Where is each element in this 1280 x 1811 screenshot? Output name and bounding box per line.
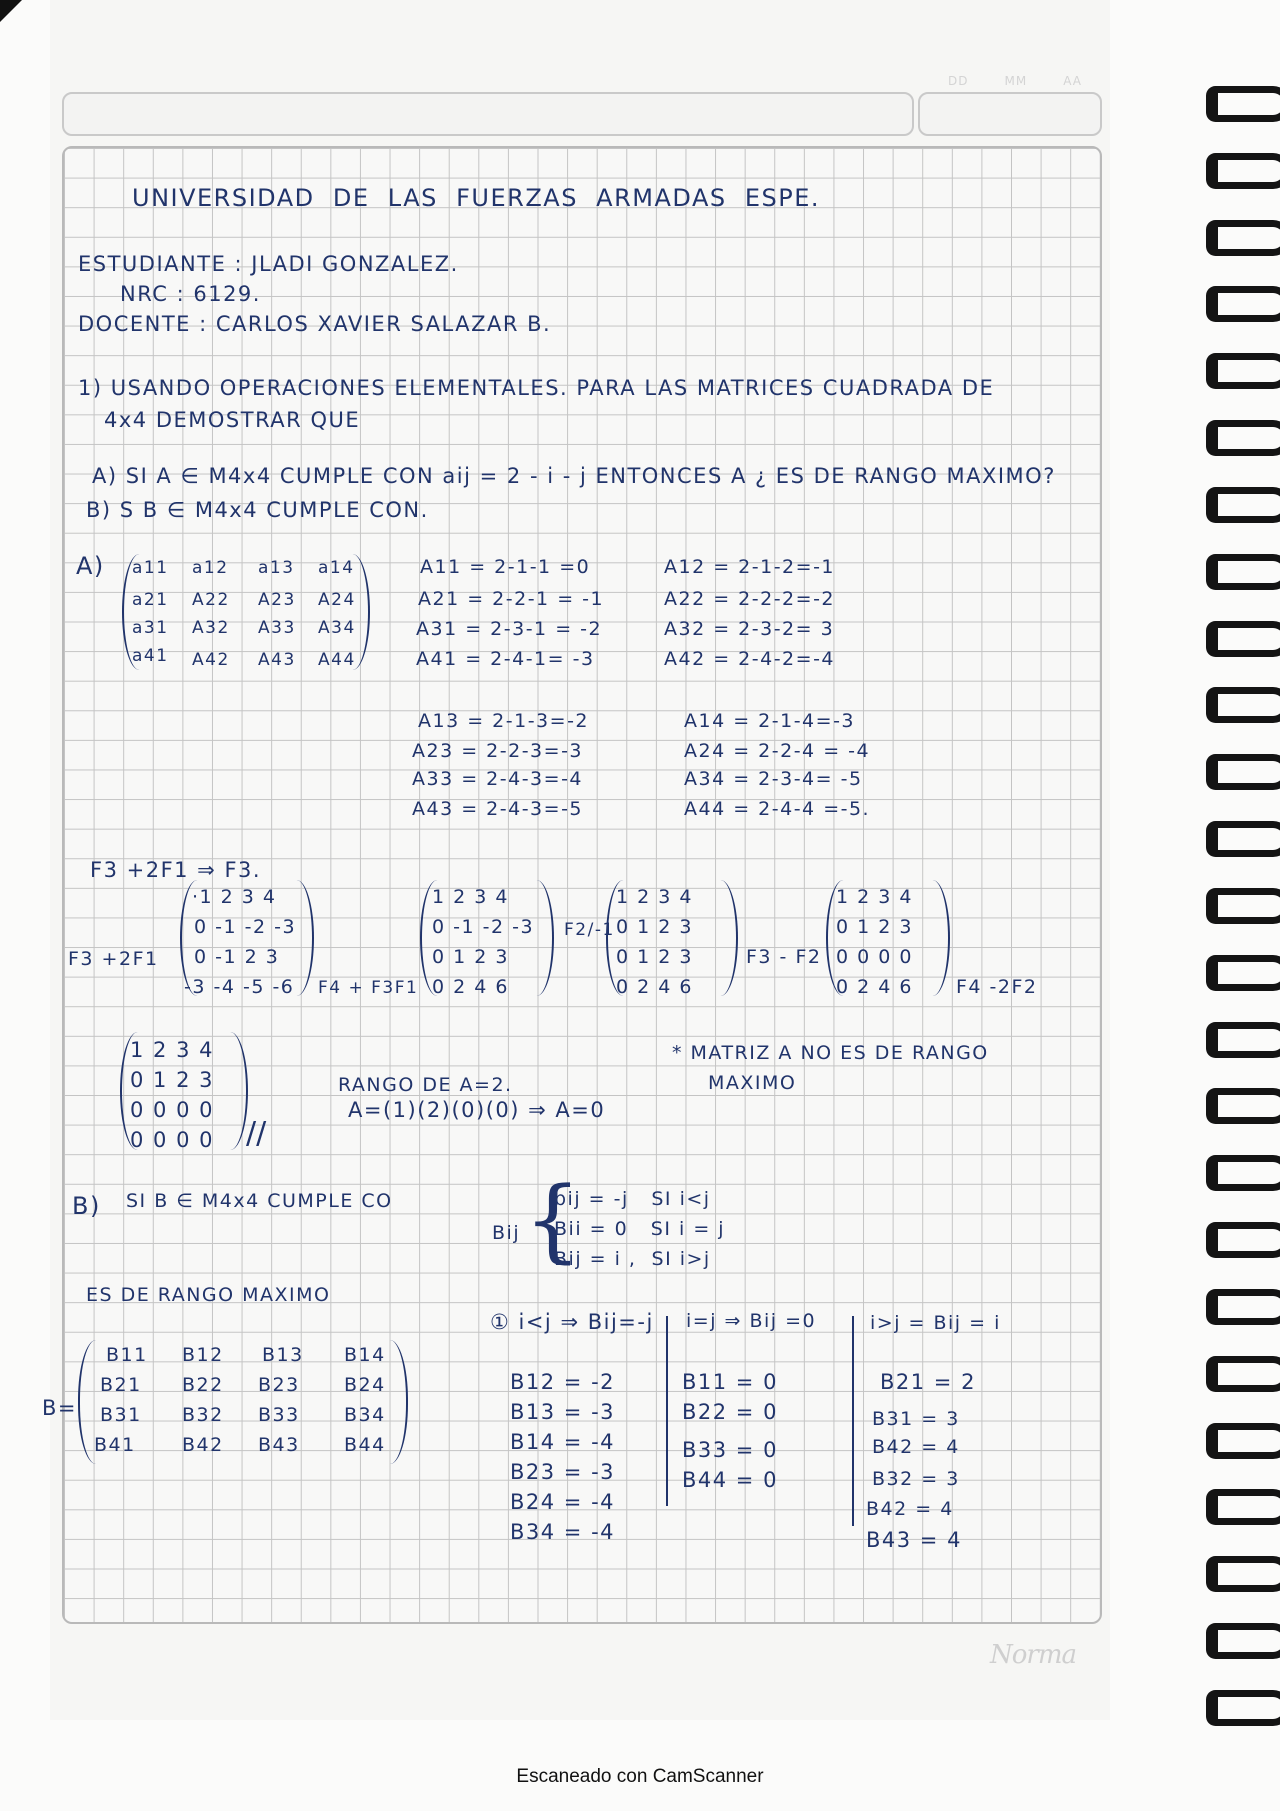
date-box bbox=[918, 92, 1102, 136]
operation-end: F4 -2F2 bbox=[956, 976, 1038, 998]
matrix-b-cell: B22 bbox=[182, 1374, 224, 1396]
spiral-ring bbox=[1200, 815, 1278, 851]
calc-a43: A43 = 2-4-3=-5 bbox=[412, 798, 584, 820]
date-labels bbox=[930, 74, 1100, 88]
conclusion-line-2: MAXIMO bbox=[708, 1072, 797, 1094]
calc-a11: A11 = 2-1-1 =0 bbox=[420, 556, 591, 578]
case-3-item: B32 = 3 bbox=[872, 1468, 960, 1490]
matrix-step-4-row: 0 0 0 0 bbox=[836, 946, 913, 968]
operation-left: F3 +2F1 bbox=[68, 948, 159, 970]
calc-a44: A44 = 2-4-4 =-5. bbox=[684, 798, 871, 820]
matrix-a-cell: a11 bbox=[132, 558, 169, 578]
matrix-a-cell: A23 bbox=[258, 590, 296, 610]
calc-a22: A22 = 2-2-2=-2 bbox=[664, 588, 836, 610]
case-3-item: B21 = 2 bbox=[880, 1370, 976, 1394]
spiral-ring bbox=[1200, 1483, 1278, 1519]
matrix-b-cell: B21 bbox=[100, 1374, 142, 1396]
matrix-step-4-row: 1 2 3 4 bbox=[836, 886, 913, 908]
operation-m2-m3: F2/-1 bbox=[564, 920, 615, 940]
spiral-ring bbox=[1200, 748, 1278, 784]
calc-a34: A34 = 2-3-4= -5 bbox=[684, 768, 863, 790]
case-3-item: B42 = 4 bbox=[866, 1498, 954, 1520]
spiral-ring bbox=[1200, 147, 1278, 183]
matrix-a-cell: a21 bbox=[132, 590, 169, 610]
spiral-ring bbox=[1200, 214, 1278, 250]
teacher-name: DOCENTE : CARLOS XAVIER SALAZAR B. bbox=[78, 312, 552, 336]
spiral-ring bbox=[1200, 1684, 1278, 1720]
matrix-a-cell: A32 bbox=[192, 618, 230, 638]
calc-a13: A13 = 2-1-3=-2 bbox=[418, 710, 590, 732]
matrix-b-cell: B43 bbox=[258, 1434, 300, 1456]
case-divider-2 bbox=[852, 1316, 854, 1526]
calc-a33: A33 = 2-4-3=-4 bbox=[412, 768, 584, 790]
spiral-binding bbox=[1200, 80, 1280, 1720]
problem-line-2: 4x4 DEMOSTRAR QUE bbox=[104, 408, 361, 432]
case-1-header: ① i<j ⇒ Bij=-j bbox=[490, 1310, 654, 1334]
case-2-item: B44 = 0 bbox=[682, 1468, 778, 1492]
case-3-item: B31 = 3 bbox=[872, 1408, 960, 1430]
matrix-step-3-row: 1 2 3 4 bbox=[616, 886, 693, 908]
calc-a41: A41 = 2-4-1= -3 bbox=[416, 648, 595, 670]
matrix-a-cell: A24 bbox=[318, 590, 356, 610]
section-b-label: B) bbox=[72, 1192, 101, 1220]
spiral-ring bbox=[1200, 414, 1278, 450]
date-label-day: DD bbox=[948, 74, 969, 88]
matrix-b-cell: B33 bbox=[258, 1404, 300, 1426]
section-b-question: ES DE RANGO MAXIMO bbox=[86, 1284, 331, 1306]
case-2-item: B22 = 0 bbox=[682, 1400, 778, 1424]
calc-a21: A21 = 2-2-1 = -1 bbox=[418, 588, 605, 610]
scan-corner bbox=[0, 0, 22, 22]
matrix-a-cell: a13 bbox=[258, 558, 295, 578]
matrix-final-row: 1 2 3 4 bbox=[130, 1038, 214, 1062]
student-name: ESTUDIANTE : JLADI GONZALEZ. bbox=[78, 252, 459, 276]
case-2-header: i=j ⇒ Bij =0 bbox=[686, 1310, 817, 1332]
problem-part-a: A) SI A ∈ M4x4 CUMPLE CON aij = 2 - i - j ENTONCES A ¿ ES DE RANGO MAXIMO? bbox=[92, 464, 1056, 488]
bij-label: Bij bbox=[492, 1222, 521, 1244]
case-divider-1 bbox=[666, 1316, 668, 1506]
spiral-ring bbox=[1200, 949, 1278, 985]
case-1-item: B34 = -4 bbox=[510, 1520, 616, 1544]
spiral-ring bbox=[1200, 615, 1278, 651]
matrix-step-2-row: 0 -1 -2 -3 bbox=[432, 916, 535, 938]
matrix-a-cell: a41 bbox=[132, 646, 169, 666]
matrix-a-cell: a31 bbox=[132, 618, 169, 638]
problem-part-b: B) S B ∈ M4x4 CUMPLE CON. bbox=[86, 498, 429, 522]
header-box bbox=[62, 92, 914, 136]
matrix-a-cell: A42 bbox=[192, 650, 230, 670]
spiral-ring bbox=[1200, 280, 1278, 316]
nrc-code: NRC : 6129. bbox=[120, 282, 261, 306]
condition-2: Bii = 0 SI i = j bbox=[554, 1218, 726, 1240]
condition-brace: { bbox=[524, 1168, 582, 1273]
spiral-ring bbox=[1200, 1417, 1278, 1453]
case-1-item: B24 = -4 bbox=[510, 1490, 616, 1514]
problem-line-1: 1) USANDO OPERACIONES ELEMENTALES. PARA LAS MATRICES CUADRADA DE bbox=[78, 376, 995, 400]
matrix-b-label: B= bbox=[42, 1396, 78, 1420]
operation-top: F3 +2F1 ⇒ F3. bbox=[90, 858, 262, 882]
matrix-a-cell: a14 bbox=[318, 558, 355, 578]
condition-3: Bij = i , SI i>j bbox=[554, 1248, 711, 1270]
matrix-b-cell: B34 bbox=[344, 1404, 386, 1426]
matrix-a-cell: A44 bbox=[318, 650, 356, 670]
operation-m3-m4: F3 - F2 bbox=[746, 946, 822, 968]
determinant-result: A=(1)(2)(0)(0) ⇒ A=0 bbox=[348, 1098, 606, 1122]
spiral-ring bbox=[1200, 681, 1278, 717]
matrix-step-2-row: 0 1 2 3 bbox=[432, 946, 509, 968]
case-3-item: B42 = 4 bbox=[872, 1436, 960, 1458]
matrix-step-3-row: 0 1 2 3 bbox=[616, 946, 693, 968]
matrix-b-cell: B31 bbox=[100, 1404, 142, 1426]
matrix-step-3-row: 0 2 4 6 bbox=[616, 976, 693, 998]
matrix-a-cell: a12 bbox=[192, 558, 229, 578]
matrix-a-cell: A22 bbox=[192, 590, 230, 610]
date-label-year: AA bbox=[1063, 74, 1082, 88]
calc-a12: A12 = 2-1-2=-1 bbox=[664, 556, 836, 578]
date-label-month: MM bbox=[1004, 74, 1028, 88]
calc-a24: A24 = 2-2-4 = -4 bbox=[684, 740, 871, 762]
spiral-ring bbox=[1200, 1617, 1278, 1653]
spiral-ring bbox=[1200, 548, 1278, 584]
matrix-b-cell: B32 bbox=[182, 1404, 224, 1426]
matrix-a-cell: A33 bbox=[258, 618, 296, 638]
spiral-ring bbox=[1200, 481, 1278, 517]
spiral-ring bbox=[1200, 1149, 1278, 1185]
case-1-item: B13 = -3 bbox=[510, 1400, 616, 1424]
university-title: UNIVERSIDAD DE LAS FUERZAS ARMADAS ESPE. bbox=[132, 184, 821, 212]
case-3-item: B43 = 4 bbox=[866, 1528, 962, 1552]
spiral-ring bbox=[1200, 347, 1278, 383]
operation-m1-m2: F4 + F3F1 bbox=[318, 978, 419, 998]
matrix-step-1-row: ·1 2 3 4 bbox=[192, 886, 277, 908]
matrix-a-cell: A34 bbox=[318, 618, 356, 638]
condition-1: bij = -j SI i<j bbox=[554, 1188, 711, 1210]
spiral-ring bbox=[1200, 1550, 1278, 1586]
matrix-a-cell: A43 bbox=[258, 650, 296, 670]
matrix-final-row: 0 0 0 0 bbox=[130, 1098, 214, 1122]
spiral-ring bbox=[1200, 80, 1278, 116]
matrix-b-cell: B24 bbox=[344, 1374, 386, 1396]
notebook-brand-logo: Norma bbox=[990, 1640, 1076, 1670]
calc-a23: A23 = 2-2-3=-3 bbox=[412, 740, 584, 762]
section-a-label: A) bbox=[76, 552, 105, 580]
matrix-b-cell: B11 bbox=[106, 1344, 148, 1366]
matrix-b-cell: B41 bbox=[94, 1434, 136, 1456]
matrix-final-row: 0 0 0 0 bbox=[130, 1128, 214, 1152]
matrix-step-4-row: 0 2 4 6 bbox=[836, 976, 913, 998]
matrix-step-4-row: 0 1 2 3 bbox=[836, 916, 913, 938]
spiral-ring bbox=[1200, 882, 1278, 918]
matrix-step-1-row: 0 -1 -2 -3 bbox=[194, 916, 297, 938]
case-2-item: B11 = 0 bbox=[682, 1370, 778, 1394]
scanner-footer: Escaneado con CamScanner bbox=[516, 1766, 764, 1787]
case-1-item: B23 = -3 bbox=[510, 1460, 616, 1484]
matrix-b-cell: B23 bbox=[258, 1374, 300, 1396]
calc-a14: A14 = 2-1-4=-3 bbox=[684, 710, 856, 732]
spiral-ring bbox=[1200, 1016, 1278, 1052]
spiral-ring bbox=[1200, 1283, 1278, 1319]
calc-a31: A31 = 2-3-1 = -2 bbox=[416, 618, 603, 640]
conclusion-line-1: * MATRIZ A NO ES DE RANGO bbox=[672, 1042, 989, 1064]
matrix-b-cell: B12 bbox=[182, 1344, 224, 1366]
matrix-b-cell: B13 bbox=[262, 1344, 304, 1366]
matrix-step-1-row: 0 -1 2 3 bbox=[194, 946, 280, 968]
calc-a42: A42 = 2-4-2=-4 bbox=[664, 648, 836, 670]
case-1-item: B14 = -4 bbox=[510, 1430, 616, 1454]
spiral-ring bbox=[1200, 1082, 1278, 1118]
spiral-ring bbox=[1200, 1216, 1278, 1252]
matrix-b-cell: B42 bbox=[182, 1434, 224, 1456]
end-slashes: // bbox=[246, 1116, 267, 1151]
spiral-ring bbox=[1200, 1350, 1278, 1386]
matrix-step-2-row: 1 2 3 4 bbox=[432, 886, 509, 908]
matrix-final-row: 0 1 2 3 bbox=[130, 1068, 214, 1092]
matrix-step-3-row: 0 1 2 3 bbox=[616, 916, 693, 938]
case-3-header: i>j = Bij = i bbox=[870, 1312, 1001, 1334]
case-1-item: B12 = -2 bbox=[510, 1370, 616, 1394]
rank-result: RANGO DE A=2. bbox=[338, 1074, 513, 1096]
calc-a32: A32 = 2-3-2= 3 bbox=[664, 618, 835, 640]
section-b-intro: SI B ∈ M4x4 CUMPLE CO bbox=[126, 1190, 393, 1212]
matrix-step-1-row: -3 -4 -5 -6 bbox=[184, 976, 295, 998]
matrix-step-2-row: 0 2 4 6 bbox=[432, 976, 509, 998]
matrix-b-cell: B44 bbox=[344, 1434, 386, 1456]
case-2-item: B33 = 0 bbox=[682, 1438, 778, 1462]
matrix-b-cell: B14 bbox=[344, 1344, 386, 1366]
